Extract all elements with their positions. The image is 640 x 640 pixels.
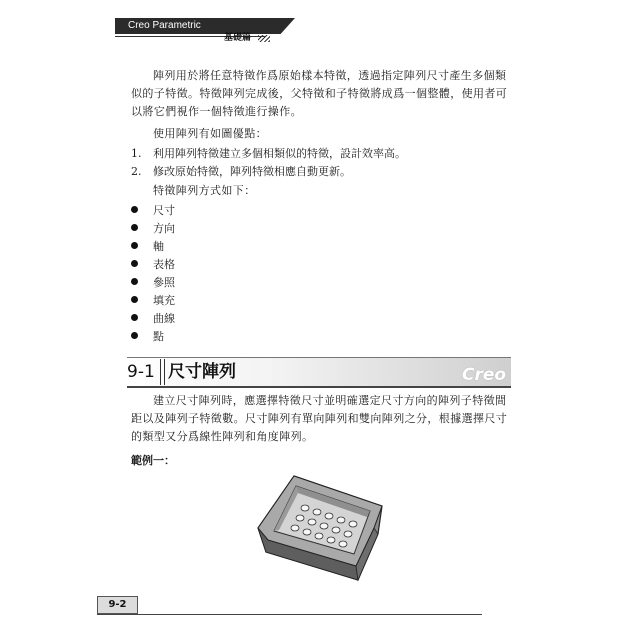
header-subtitle: 基礎篇 [224,33,252,43]
method-bullet [131,311,175,327]
bullet-dot-icon [131,278,138,285]
method-bullet [131,293,175,309]
advantages-heading: 使用陣列有如圖優點： [153,127,267,140]
footer-rule [97,614,482,615]
methods-heading: 特徵陣列方式如下： [153,184,256,197]
method-label: 點 [153,330,164,343]
bullet-dot-icon [131,242,138,249]
section-brand-logo: Creo [462,365,507,385]
header-hatch-decoration [258,35,270,42]
bullet-dot-icon [131,206,138,213]
bullet-dot-icon [131,314,138,321]
bullet-dot-icon [131,296,138,303]
method-label: 表格 [153,258,175,271]
advantage-item-1 [131,146,406,162]
method-label: 填充 [153,294,175,307]
advantage-item-2 [131,164,351,180]
method-bullet [131,275,175,291]
bullet-dot-icon [131,260,138,267]
method-label: 尺寸 [153,204,175,217]
advantage-number: 2. [131,165,142,178]
advantage-text: 修改原始特徵，陣列特徵相應自動更新。 [153,165,351,178]
bullet-dot-icon [131,332,138,339]
method-label: 軸 [153,240,164,253]
method-label: 曲線 [153,312,175,325]
method-bullet [131,257,175,273]
header-title: Creo Parametric [128,20,201,31]
section-divider [160,359,165,385]
method-bullet [131,221,175,237]
intro-paragraph: 陣列用於將任意特徵作爲原始樣本特徵，透過指定陣列尺寸產生多個類似的子特徵。特徵陣列完成後，父特徵和子特徵將成爲一個整體，使用者可以將它們視作一個特徵進行操作。 [131,69,508,118]
example-label: 範例一： [131,454,175,467]
method-bullet [131,329,164,345]
section-number: 9-1 [127,362,155,382]
method-bullet [131,203,175,219]
section-body-paragraph: 建立尺寸陣列時，應選擇特徵尺寸並明確選定尺寸方向的陣列子特徵間距以及陣列子特徵數。尺寸陣列有單向陣列和雙向陣列之分，根據選擇尺寸的類型又分爲線性陣列和角度陣列。 [131,394,508,443]
method-bullet [131,239,164,255]
page-number: 9-2 [97,596,138,614]
tray-model-figure [250,470,400,590]
method-label: 參照 [153,276,175,289]
section-title: 尺寸陣列 [168,362,236,382]
method-label: 方向 [153,222,175,235]
bullet-dot-icon [131,224,138,231]
advantage-number: 1. [131,147,142,160]
advantage-text: 利用陣列特徵建立多個相類似的特徵，設計效率高。 [153,147,406,160]
